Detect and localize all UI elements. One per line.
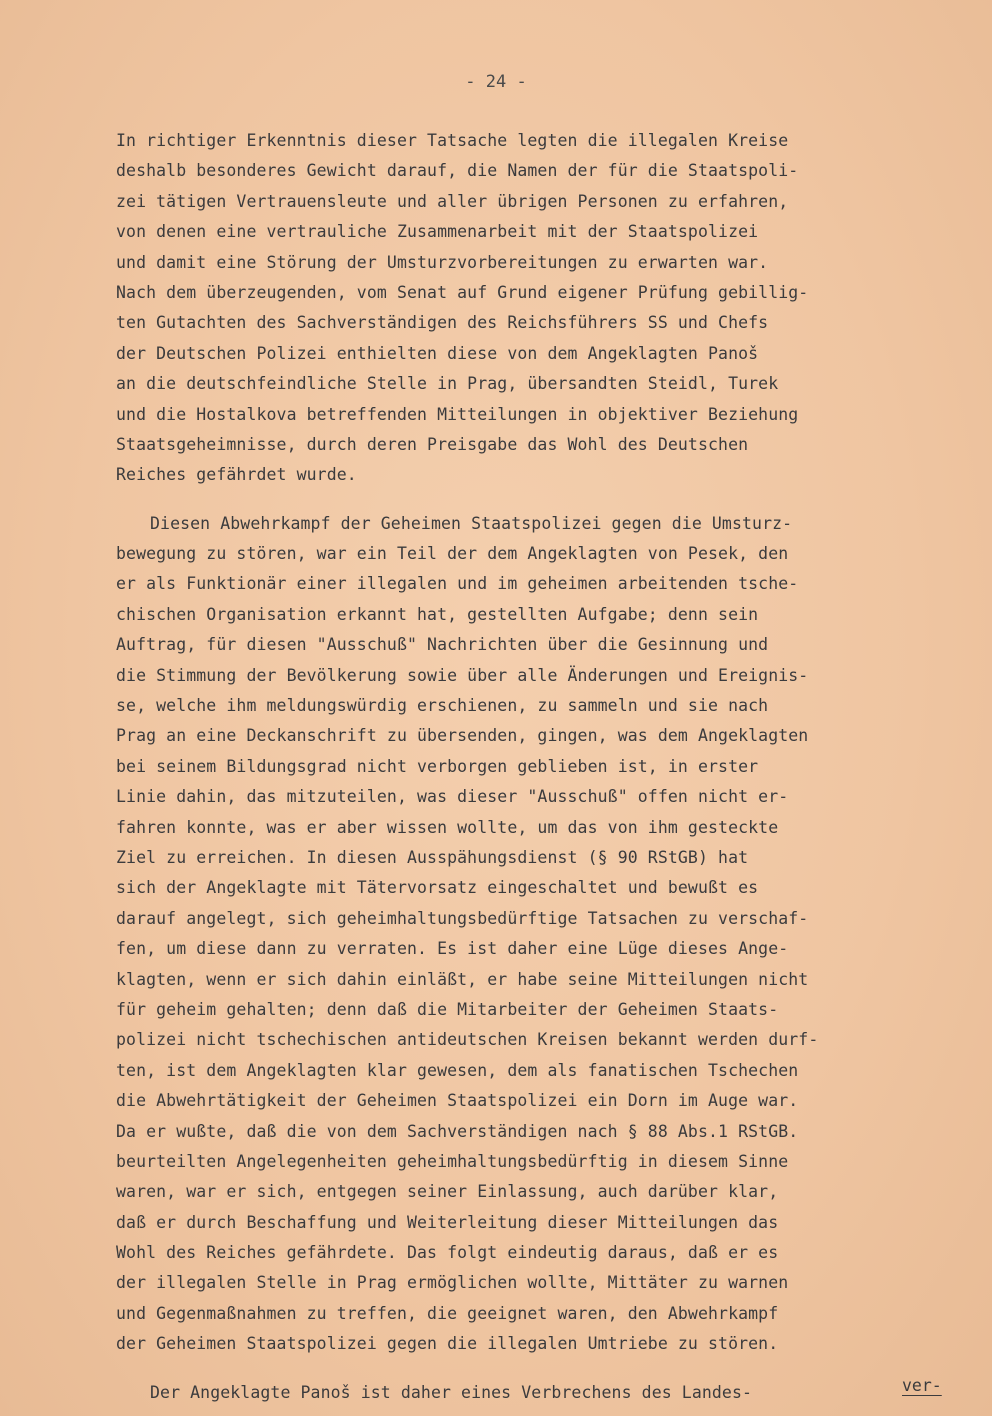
paragraph-gap [116,491,956,509]
text-line: Nach dem überzeugenden, vom Senat auf Grund eigener Prüfung gebillig- [116,282,809,302]
text-line: Wohl des Reiches gefährdete. Das folgt eindeutig daraus, daß er es [116,1243,779,1263]
text-line: Ziel zu erreichen. In diesen Ausspähungsdienst (§ 90 RStGB) hat [116,847,749,867]
text-line: deshalb besonderes Gewicht darauf, die Namen der für die Staatspoli- [116,161,799,181]
text-line: ten Gutachten des Sachverständigen des Reichsführers SS und Chefs [116,313,769,333]
text-line: und Gegenmaßnahmen zu treffen, die geeignet waren, den Abwehrkampf [116,1303,779,1323]
text-line: und damit eine Störung der Umsturzvorbereitungen zu erwarten war. [116,252,769,272]
text-line: se, welche ihm meldungswürdig erschienen, zu sammeln und sie nach [116,696,769,716]
text-line: er als Funktionär einer illegalen und im geheimen arbeitenden tsche- [116,574,799,594]
paragraph-3 [116,1378,956,1408]
text-line: In richtiger Erkenntnis dieser Tatsache legten die illegalen Kreise [116,131,789,150]
text-line: daß er durch Beschaffung und Weiterleitung dieser Mitteilungen das [116,1212,779,1232]
text-line: von denen eine vertrauliche Zusammenarbeit mit der Staatspolizei [116,222,759,242]
text-line: Da er wußte, daß die von dem Sachverständigen nach § 88 Abs.1 RStGB. [116,1121,799,1141]
text-line: für geheim gehalten; denn daß die Mitarbeiter der Geheimen Staats- [116,999,779,1019]
text-line: die Abwehrtätigkeit der Geheimen Staatspolizei ein Dorn im Auge war. [116,1091,799,1111]
text-line: die Stimmung der Bevölkerung sowie über alle Änderungen und Ereignis- [116,665,809,685]
catchword: ver- [902,1376,942,1395]
text-line: der illegalen Stelle in Prag ermöglichen wollte, Mittäter zu warnen [116,1273,789,1293]
text-line: und die Hostalkova betreffenden Mitteilungen in objektiver Beziehung [116,404,799,424]
text-line: bewegung zu stören, war ein Teil der dem Angeklagten von Pesek, den [116,544,789,564]
paragraph-gap [116,1360,956,1378]
text-line: klagten, wenn er sich dahin einläßt, er habe seine Mitteilungen nicht [116,969,809,989]
text-line: polizei nicht tschechischen antideutschen Kreisen bekannt werden durf- [116,1030,819,1050]
text-line: Linie dahin, das mitzuteilen, was dieser "Ausschuß" offen nicht er- [116,787,789,807]
text-line: zei tätigen Vertrauensleute und aller übrigen Personen zu erfahren, [116,191,789,211]
text-line: darauf angelegt, sich geheimhaltungsbedürftige Tatsachen zu verschaf- [116,908,809,928]
paragraph-1 [116,126,956,491]
text-line: sich der Angeklagte mit Tätervorsatz eingeschaltet und bewußt es [116,878,759,898]
text-line: chischen Organisation erkannt hat, gestellten Aufgabe; denn sein [116,604,759,624]
paragraph-2 [116,509,956,1360]
text-line: Auftrag, für diesen "Ausschuß" Nachrichten über die Gesinnung und [116,635,769,655]
text-line: Reiches gefährdet wurde. [116,465,357,485]
text-line: Der Angeklagte Panoš ist daher eines Verbrechens des Landes- [150,1382,753,1402]
text-line: fen, um diese dann zu verraten. Es ist daher eine Lüge dieses Ange- [116,939,789,959]
text-line: Prag an eine Deckanschrift zu übersenden, gingen, was dem Angeklagten [116,726,809,746]
text-line: ten, ist dem Angeklagten klar gewesen, dem als fanatischen Tschechen [116,1060,799,1080]
document-body [116,126,956,1408]
text-line: waren, war er sich, entgegen seiner Einlassung, auch darüber klar, [116,1182,779,1202]
text-line: Diesen Abwehrkampf der Geheimen Staatspolizei gegen die Umsturz- [150,513,793,533]
text-line: fahren konnte, was er aber wissen wollte, um das von ihm gesteckte [116,817,779,837]
text-line: der Deutschen Polizei enthielten diese von dem Angeklagten Panoš [116,343,759,363]
page-number: - 24 - [465,72,527,92]
text-line: beurteilten Angelegenheiten geheimhaltungsbedürftig in diesem Sinne [116,1151,789,1171]
text-line: Staatsgeheimnisse, durch deren Preisgabe das Wohl des Deutschen [116,434,749,454]
text-line: der Geheimen Staatspolizei gegen die illegalen Umtriebe zu stören. [116,1334,779,1354]
text-line: an die deutschfeindliche Stelle in Prag, übersandten Steidl, Turek [116,374,779,394]
text-line: bei seinem Bildungsgrad nicht verborgen geblieben ist, in erster [116,756,759,776]
